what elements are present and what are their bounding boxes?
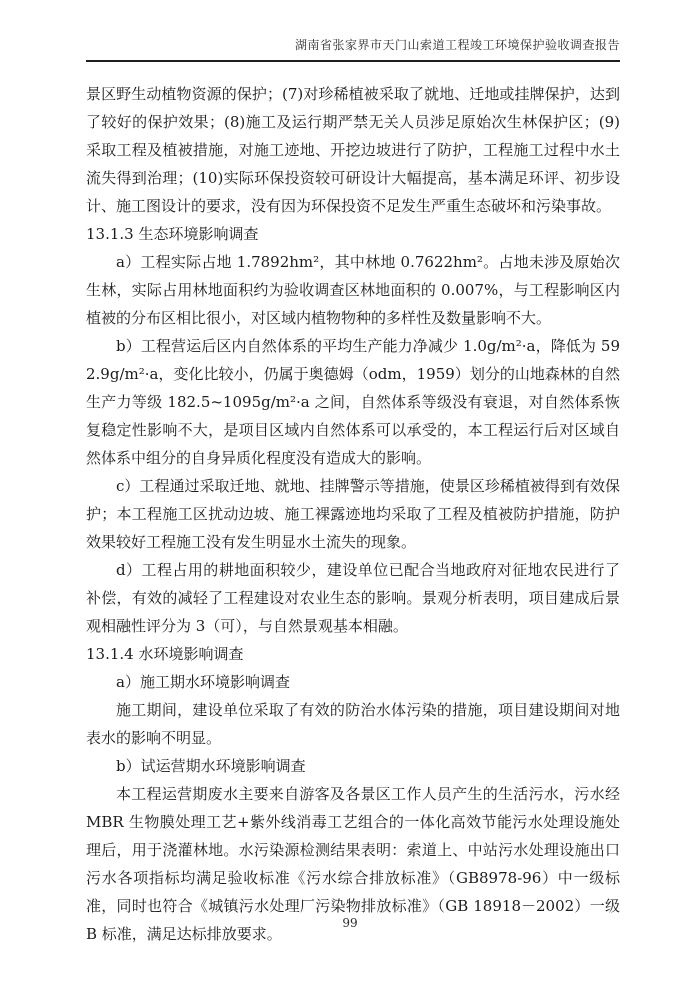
paragraph-item-a-land-occupation: a）工程实际占地 1.7892hm²，其中林地 0.7622hm²。占地未涉及原始次生林，实际占用林地面积约为验收调查区林地面积的 0.007%，与工程影响区内植被的分布区相比很小，对区域内植物物种的多样性及数量影响不大。 — [86, 253, 620, 327]
page-header — [86, 36, 620, 62]
section-heading-13-1-4: 13.1.4 水环境影响调查 — [86, 645, 244, 663]
subheading-a-construction-period: a）施工期水环境影响调查 — [116, 673, 290, 691]
paragraph-item-d-farmland: d）工程占用的耕地面积较少，建设单位已配合当地政府对征地农民进行了补偿，有效的减轻了工程建设对农业生态的影响。景观分析表明，项目建成后景观相融性评分为 3（可），与自然景观基本相融。 — [86, 561, 620, 635]
document-body — [86, 80, 620, 948]
paragraph-construction-period-water: 施工期间，建设单位采取了有效的防治水体污染的措施，项目建设期间对地表水的影响不明显。 — [86, 701, 620, 747]
subheading-b-trial-operation: b）试运营期水环境影响调查 — [116, 757, 306, 775]
paragraph-continuation: 景区野生动植物资源的保护；(7)对珍稀植被采取了就地、迁地或挂牌保护，达到了较好的保护效果；(8)施工及运行期严禁无关人员涉足原始次生林保护区；(9)采取工程及植被措施，对施工迹地、开挖边坡进行了防护，工程施工过程中水土流失得到治理；(10)实际环保投资较可研设计大幅提高，基本满足环评、初步设计、施工图设计的要求，没有因为环保投资不足发生严重生态破坏和污染事故。 — [86, 85, 620, 215]
page-footer — [0, 916, 700, 930]
paragraph-item-c-rare-plants: c）工程通过采取迁地、就地、挂牌警示等措施，使景区珍稀植被得到有效保护；本工程施工区扰动边坡、施工裸露迹地均采取了工程及植被防护措施，防护效果较好工程施工没有发生明显水土流失的现象。 — [86, 477, 620, 551]
paragraph-trial-operation-wastewater: 本工程运营期废水主要来自游客及各景区工作人员产生的生活污水，污水经 MBR 生物膜处理工艺+紫外线消毒工艺组合的一体化高效节能污水处理设施处理后，用于浇灌林地。水污染源检测结果表明：索道上、中站污水处理设施出口污水各项指标均满足验收标准《污水综合排放标准》（GB8978-96）中一级标准，同时也符合《城镇污水处理厂污染物排放标准》（GB 18918－2002）一级 B 标准，满足达标排放要求。 — [86, 785, 620, 943]
section-heading-13-1-3: 13.1.3 生态环境影响调查 — [86, 225, 259, 243]
page-number: 99 — [342, 916, 358, 930]
running-title: 湖南省张家界市天门山索道工程竣工环境保护验收调查报告 — [294, 38, 620, 52]
paragraph-item-b-productivity: b）工程营运后区内自然体系的平均生产能力净减少 1.0g/m²·a，降低为 592.9g/m²·a，变化比较小，仍属于奥德姆（odm，1959）划分的山地森林的自然生产力等级 182.5~1095g/m²·a 之间，自然体系等级没有衰退，对自然体系恢复稳定性影响不大，是项目区域内自然体系可以承受的，本工程运行后对区域自然体系中组分的自身异质化程度没有造成大的影响。 — [86, 337, 620, 467]
